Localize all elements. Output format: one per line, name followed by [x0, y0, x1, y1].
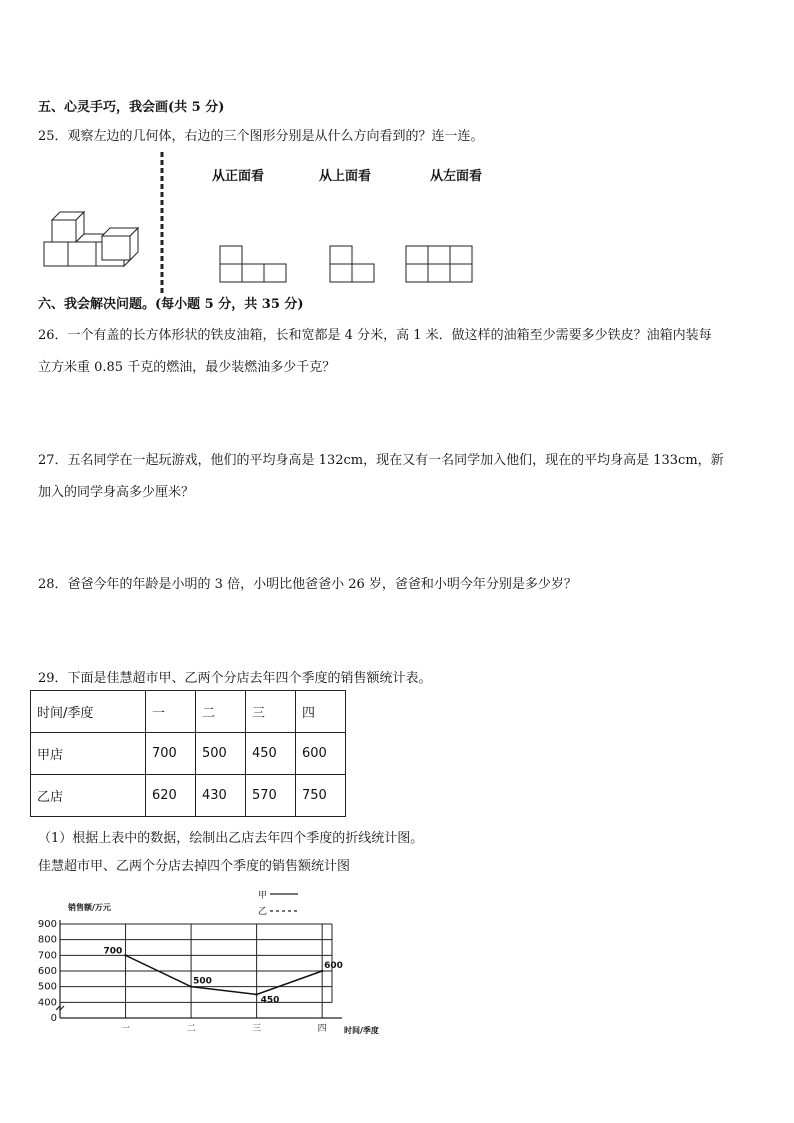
view-label-top: 从上面看 [319, 169, 372, 184]
table-cell: 750 [296, 775, 346, 817]
table-row [31, 775, 346, 817]
table-cell: 一 [146, 691, 196, 733]
table-cell: 时间/季度 [31, 691, 146, 733]
data-label: 600 [324, 961, 343, 971]
table-row [31, 733, 346, 775]
question-28: 28．爸爸今年的年龄是小明的 3 倍，小明比他爸爸小 26 岁，爸爸和小明今年分别是多少岁？ [38, 577, 577, 592]
y-tick-label: 600 [37, 966, 57, 977]
series-line-jia [126, 955, 323, 994]
x-tick-label: 二 [186, 1024, 196, 1034]
y-tick-label: 400 [37, 997, 57, 1009]
y-tick-label: 0 [50, 1013, 57, 1024]
question-26-line1: 26．一个有盖的长方体形状的铁皮油箱，长和宽都是 4 分米，高 1 米．做这样的油箱至少需要多少铁皮？油箱内装每 [38, 328, 712, 343]
table-cell: 四 [296, 691, 346, 733]
section6-heading: 六、我会解决问题。(每小题 5 分，共 35 分) [38, 297, 304, 312]
y-tick-label: 800 [37, 934, 57, 946]
y-tick-label: 700 [37, 950, 57, 962]
question-26-line2: 立方米重 0.85 千克的燃油，最少装燃油多少千克？ [38, 360, 336, 375]
question-29: 29．下面是佳慧超市甲、乙两个分店去年四个季度的销售额统计表。 [38, 671, 432, 686]
view-label-left: 从左面看 [430, 169, 483, 184]
data-point [255, 993, 257, 995]
table-cell: 700 [146, 733, 196, 775]
data-label: 450 [260, 995, 280, 1006]
legend-label-yi: 乙 [258, 907, 268, 917]
table-cell: 乙店 [31, 775, 146, 817]
axis-break-mark [56, 1006, 64, 1010]
table-cell: 二 [196, 691, 246, 733]
x-tick-label: 一 [121, 1024, 131, 1034]
data-label: 500 [193, 976, 212, 987]
view-label-front: 从正面看 [212, 169, 265, 184]
question-27-line2: 加入的同学身高多少厘米？ [38, 485, 195, 500]
cube-solid-figure [44, 212, 138, 266]
table-cell: 三 [246, 691, 296, 733]
y-tick-label: 500 [37, 981, 57, 993]
x-tick-label: 四 [317, 1024, 327, 1034]
sales-line-chart [30, 884, 379, 1044]
view-shape-2 [330, 246, 374, 282]
section5-heading: 五、心灵手巧，我会画(共 5 分) [38, 100, 225, 115]
table-cell: 450 [246, 733, 296, 775]
view-shape-3 [406, 246, 472, 282]
table-cell: 500 [196, 733, 246, 775]
table-cell: 430 [196, 775, 246, 817]
data-point [321, 970, 323, 972]
data-point [190, 985, 192, 987]
question-27-line1: 27．五名同学在一起玩游戏，他们的平均身高是 132cm，现在又有一名同学加入他们，现在的平均身高是 133cm，新 [38, 453, 724, 468]
question-25: 25．观察左边的几何体，右边的三个图形分别是从什么方向看到的？连一连。 [38, 129, 484, 144]
table-cell: 620 [146, 775, 196, 817]
data-label: 700 [103, 946, 123, 957]
table-cell: 甲店 [31, 733, 146, 775]
table-cell: 570 [246, 775, 296, 817]
x-axis-label: 时间/季度 [344, 1026, 379, 1035]
chart-caption: 佳慧超市甲、乙两个分店去掉四个季度的销售额统计图 [38, 859, 351, 874]
sales-table [30, 690, 346, 817]
legend-label-jia: 甲 [258, 891, 268, 901]
y-axis-label: 销售额/万元 [68, 903, 111, 912]
x-tick-label: 三 [252, 1024, 262, 1034]
table-cell: 600 [296, 733, 346, 775]
question-25-figure [38, 150, 518, 298]
data-point [124, 954, 126, 956]
question-29-sub1: （1）根据上表中的数据，绘制出乙店去年四个季度的折线统计图。 [38, 831, 424, 846]
table-header-row [31, 691, 346, 733]
y-tick-label: 900 [37, 919, 57, 930]
view-shape-1 [220, 246, 286, 282]
